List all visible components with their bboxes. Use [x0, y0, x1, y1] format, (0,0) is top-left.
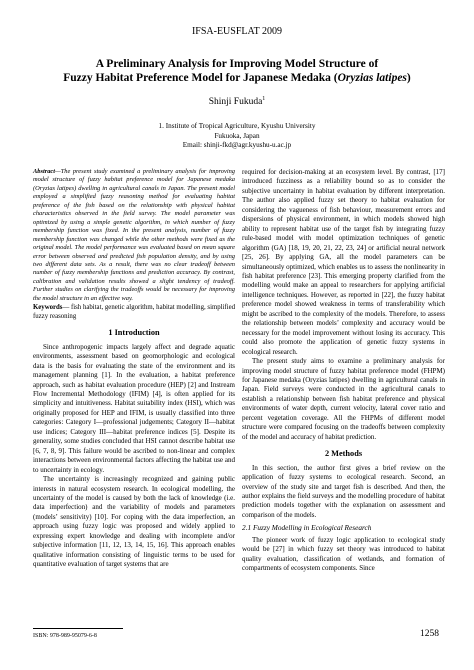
- affiliation-block: [0, 122, 474, 151]
- title-line-2-suffix: ): [406, 71, 411, 84]
- paper-title: [30, 58, 444, 85]
- right-paragraph-1: required for decision-making at an ecosystem level. By contrast, [17] introduced fuzziness as a reliability bound so as to consider the subjective uncertainty in habitat evaluation by different interpretation. The author also applied fuzzy set theory to habitat evaluation for considering the vagueness of fish behaviour, measurement errors and dispersions of physical environment, in which models showed high ability to represent habitat use of the target fish by integrating fuzzy rule-based model with model optimization techniques of genetic algorithm (GA) [18, 19, 20, 21, 22, 23, 24] or artificial neural network [25, 26]. By applying GA, all the model parameters can be simultaneously optimized, which enables us to assess the nonlinearity in fish habitat preference [23]. This emerging property clarified from the modelling would make an appeal to researchers for applying artificial intelligence techniques. However, as reported in [22], the fuzzy habitat preference model showed weakness in terms of transferability which might be ascribed to the complexity of the models. Therefore, to assess the relationship between models’ complexity and accuracy would be necessary for the model improvement without losing its accuracy. This could also promote the application of genetic fuzzy systems in ecological research.: [242, 168, 445, 356]
- conference-header: IFSA-EUSFLAT 2009: [191, 26, 283, 37]
- abstract: [33, 168, 235, 303]
- intro-paragraph-2: The uncertainty is increasingly recognized and gaining public interests in natural ecosystem research. In ecological modelling, the uncertainty of the model is caused by both the lack of knowledge (i.e. data imperfection) and the variability of models and parameters (models’ sensitivity) [10]. For coping with the data imperfection, an approach using fuzzy logic was proposed and widely applied to expressing expert knowledge and dealing with incomplete and/or subjective information [11, 12, 13, 14, 15, 16]. This approach enables qualitative information consisting of linguistic terms to be used for quantitative evaluation of target systems that are: [33, 475, 235, 569]
- title-line-1: A Preliminary Analysis for Improving Model Structure of: [95, 58, 379, 70]
- author-name: Shinji Fukuda: [208, 97, 263, 108]
- abstract-label: Abstract: [33, 168, 56, 175]
- right-column: [242, 168, 445, 574]
- keywords-text: — fish habitat, genetic algorithm, habitat modelling, simplified fuzzy reasoning: [33, 304, 235, 320]
- methods-paragraph-1: In this section, the author first gives a brief review on the application of fuzzy systems to ecological research. Second, an overview of the study site and target fish is described. And then, the author explains the field surveys and the modelling procedure of habitat prediction models together with the explanation on assessment and comparison of the models.: [242, 463, 445, 519]
- right-paragraph-2: The present study aims to examine a preliminary analysis for improving model structure of fuzzy habitat preference model (FHPM) for Japanese medaka (Oryzias latipes) dwelling in agricultural canals in Japan. Field surveys were conducted in the agricultural canals to establish a relationship between fish habitat preference and physical environments of water depth, current velocity, lateral cover ratio and percent vegetation coverage. All the FHPMs of different model structure were compared focusing on the tradeoffs between complexity of the model and accuracy of habitat prediction.: [242, 357, 445, 441]
- affiliation-email: Email: shinji-fkd@agr.kyushu-u.ac.jp: [182, 141, 292, 149]
- page-number: 1258: [420, 629, 439, 639]
- abstract-text: —The present study examined a preliminary analysis for improving model structure of fuzzy habitat preference model for Japanese medaka (Oryzias latipes) dwelling in agricultural canals in Japan. The present model employed a simplified fuzzy reasoning method for evaluating habitat preference of the fish based on the relationship with physical habitat characteristics observed in the field survey. The model parameter was optimized by using a simple genetic algorithm, in which number of fuzzy membership function was fixed. In the present analysis, number of fuzzy membership function was changed while the other methods were fixed as the original model. The model performance was evaluated based on mean square error between observed and predicted fish population density, and by using two different data sets. As a result, there was no clear tradeoff between number of fuzzy membership functions and prediction accuracy. By contrast, calibration and validation results showed a slight tendency of tradeoff. Further studies on clarifying the tradeoffs would be necessary for improving the model structure in an effective way.: [33, 168, 235, 302]
- title-line-2: [30, 72, 444, 86]
- author-affiliation-mark: 1: [262, 96, 266, 102]
- affiliation-line-2: Fukuoka, Japan: [214, 131, 260, 140]
- intro-paragraph-1: Since anthropogenic impacts largely affect and degrade aquatic environments, assessment based on geomorphologic and ecological data is the basis for evaluating the state of the environment and its management planning [1]. In the evaluation, a habitat preference approach, such as habitat evaluation procedure (HEP) [2] and Instream Flow Incremental Methodology (IFIM) [4], is often applied for its simplicity and intuitiveness. Habitat suitability index (HSI), which was originally proposed for HEP and IFIM, is usually classified into three categories: Category I—professional judgements; Category II—habitat use indices; Category III—habitat preference indices [5]. Despite its generality, some studies concluded that HSI cannot describe habitat use [6, 7, 8, 9]. This failure would be ascribed to non-linear and complex interactions between environmental factors affecting the habitat use and to uncertainty in ecology.: [33, 342, 235, 474]
- isbn: ISBN: 978-989-95079-6-8: [33, 633, 97, 639]
- section-heading-methods: 2 Methods: [324, 449, 363, 459]
- subsection-paragraph-1: The pioneer work of fuzzy logic application to ecological study would be [27] in which fuzzy set theory was introduced to habitat quality evaluation, classification of wetlands, and formation of compartments of ecosystem components. Since: [242, 535, 445, 573]
- keywords-label: Keywords: [33, 304, 63, 312]
- subsection-heading-fuzzy-modelling: 2.1 Fuzzy Modelling in Ecological Research: [242, 523, 372, 533]
- left-column: [33, 168, 235, 570]
- title-line-2-prefix: Fuzzy Habitat Preference Model for Japanese Medaka (: [63, 71, 338, 84]
- title-species-name: Oryzias latipes: [337, 71, 407, 84]
- affiliation-line-1: 1. Institute of Tropical Agriculture, Kyushu University: [158, 122, 316, 130]
- footer-rule: [33, 628, 123, 629]
- author-line: [0, 96, 474, 107]
- keywords: [33, 304, 235, 321]
- section-heading-introduction: 1 Introduction: [108, 328, 160, 338]
